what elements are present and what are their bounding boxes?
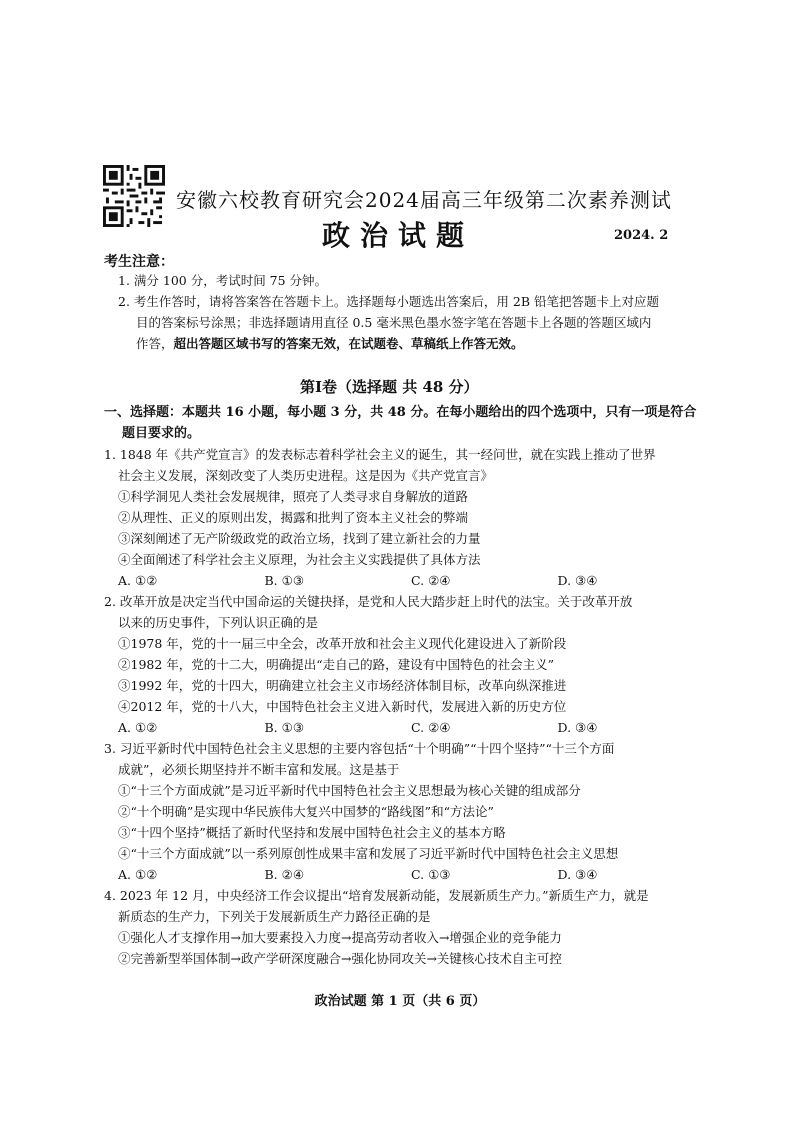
notice-list xyxy=(118,270,708,354)
answer-option: B. ②④ xyxy=(264,867,305,882)
answer-options xyxy=(104,717,704,738)
question-stem-line: 以来的历史事件，下列认识正确的是 xyxy=(118,615,319,630)
subject-title: 政治试题 xyxy=(322,219,475,252)
notice-item-text: 目的答案标号涂黑；非选择题请用直径 0.5 毫米黑色墨水签字笔在答题卡上各题的答题区域内 xyxy=(136,315,652,330)
question-statement: ④“十三个方面成就”以一系列原创性成果丰富和发展了习近平新时代中国特色社会主义思想 xyxy=(118,846,619,861)
page-footer: 政治试题 第 1 页（共 6 页） xyxy=(314,994,486,1009)
question-statement: ②“十个明确”是实现中华民族伟大复兴中国梦的“路线图”和“方法论” xyxy=(118,804,494,819)
notice-heading: 考生注意： xyxy=(104,254,174,270)
question-stem-line: 新质态的生产力，下列关于发展新质生产力路径正确的是 xyxy=(118,909,431,924)
question-statement: ①1978 年，党的十一届三中全会，改革开放和社会主义现代化建设进入了新阶段 xyxy=(118,636,567,651)
question-statement: ③“十四个坚持”概括了新时代坚持和发展中国特色社会主义的基本方略 xyxy=(118,825,506,840)
question xyxy=(104,444,704,591)
question-stem xyxy=(104,444,704,486)
notice-item xyxy=(118,291,708,354)
instructions-line: 一、选择题：本题共 16 小题，每小题 3 分，共 48 分。在每小题给出的四个选项中，只有一项是符合 xyxy=(104,405,697,420)
answer-option: C. ①③ xyxy=(411,867,451,882)
question-statement: ④全面阐述了科学社会主义原理，为社会主义实践提供了具体方法 xyxy=(118,552,481,567)
question-stem xyxy=(104,885,704,927)
answer-option: D. ③④ xyxy=(557,867,598,882)
exam-header-title: 安徽六校教育研究会2024届高三年级第二次素养测试 xyxy=(176,188,672,212)
answer-option: D. ③④ xyxy=(557,720,598,735)
notice-item-text: 2. 考生作答时，请将答案答在答题卡上。选择题每小题选出答案后，用 2B 铅笔把答题卡上对应题 xyxy=(118,294,659,309)
answer-option: A. ①② xyxy=(118,867,158,882)
question-list xyxy=(104,444,704,969)
question xyxy=(104,885,704,969)
notice-item-text: 1. 满分 100 分，考试时间 75 分钟。 xyxy=(118,273,328,288)
exam-date: 2024. 2 xyxy=(614,228,669,243)
notice-item-text: 作答， xyxy=(136,336,174,351)
answer-option: B. ①③ xyxy=(264,720,305,735)
notice-warning-text: 超出答题区域书写的答案无效，在试题卷、草稿纸上作答无效。 xyxy=(173,336,524,351)
instructions-line: 题目要求的。 xyxy=(122,426,201,441)
answer-options xyxy=(104,570,704,591)
section-title: 第Ⅰ卷（选择题 共 48 分） xyxy=(300,378,479,396)
question-stem xyxy=(104,591,704,633)
answer-option: C. ②④ xyxy=(411,573,451,588)
answer-option: D. ③④ xyxy=(557,573,598,588)
question xyxy=(104,591,704,738)
question-statement: ③深刻阐述了无产阶级政党的政治立场，找到了建立新社会的力量 xyxy=(118,531,481,546)
question-statement: ②从理性、正义的原则出发，揭露和批判了资本主义社会的弊端 xyxy=(118,510,469,525)
question-stem-line: 4. 2023 年 12 月，中央经济工作会议提出“培育发展新动能，发展新质生产力。”新质生产力，就是 xyxy=(104,888,649,903)
qr-code-icon xyxy=(103,165,165,227)
question-statement: ④2012 年，党的十八大，中国特色社会主义进入新时代，发展进入新的历史方位 xyxy=(118,699,567,714)
answer-option: C. ②④ xyxy=(411,720,451,735)
question-stem xyxy=(104,738,704,780)
answer-option: A. ①② xyxy=(118,573,158,588)
question xyxy=(104,738,704,885)
question-stem-line: 1. 1848 年《共产党宣言》的发表标志着科学社会主义的诞生，其一经问世，就在实践上推动了世界 xyxy=(104,447,656,462)
question-statement: ①“十三个方面成就”是习近平新时代中国特色社会主义思想最为核心关键的组成部分 xyxy=(118,783,581,798)
question-statement: ①强化人才支撑作用→加大要素投入力度→提高劳动者收入→增强企业的竞争能力 xyxy=(118,930,562,945)
question-statement: ③1992 年，党的十四大，明确建立社会主义市场经济体制目标，改革向纵深推进 xyxy=(118,678,567,693)
question-statement: ①科学洞见人类社会发展规律，照亮了人类寻求自身解放的道路 xyxy=(118,489,469,504)
question-stem-line: 3. 习近平新时代中国特色社会主义思想的主要内容包括“十个明确”“十四个坚持”“十三个方面 xyxy=(104,741,615,756)
question-stem-line: 成就”，必须长期坚持并不断丰富和发展。这是基于 xyxy=(118,762,400,777)
question-stem-line: 社会主义发展，深刻改变了人类历史进程。这是因为《共产党宣言》 xyxy=(118,468,494,483)
notice-item-text-cont xyxy=(118,333,708,354)
answer-option: B. ①③ xyxy=(264,573,305,588)
question-statement: ②完善新型举国体制→政产学研深度融合→强化协同攻关→关键核心技术自主可控 xyxy=(118,951,562,966)
question-stem-line: 2. 改革开放是决定当代中国命运的关键抉择，是党和人民大踏步赶上时代的法宝。关于改革开放 xyxy=(104,594,633,609)
question-statement: ②1982 年，党的十二大，明确提出“走自己的路，建设有中国特色的社会主义” xyxy=(118,657,555,672)
answer-options xyxy=(104,864,704,885)
notice-item-text-cont xyxy=(118,312,708,333)
notice-item xyxy=(118,270,708,291)
instructions xyxy=(104,402,704,444)
answer-option: A. ①② xyxy=(118,720,158,735)
